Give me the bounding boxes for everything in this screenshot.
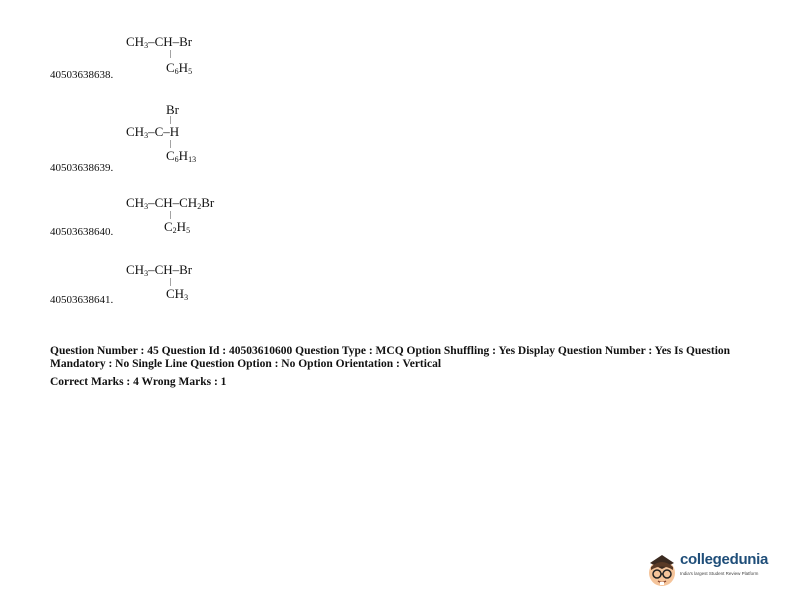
option-id-3: 40503638640. [50,226,114,238]
logo-tagline: India's largest Student Review Platform [680,571,759,576]
option-id-4: 40503638641. [50,294,114,306]
graduate-mascot-icon [646,549,678,593]
question-info: Question Number : 45 Question Id : 40503610600 Question Type : MCQ Option Shuffling : Yes Display Question Number : Yes Is Question Mandatory : No Single Line Question Option : No Option Orientation : Vertical [50,345,731,370]
marks-info: Correct Marks : 4 Wrong Marks : 1 [50,376,227,388]
option-id-2: 40503638639. [50,162,114,174]
option-id-1: 40503638638. [50,69,114,81]
collegedunia-logo [646,547,786,597]
logo-wordmark: collegedunia [680,551,769,568]
